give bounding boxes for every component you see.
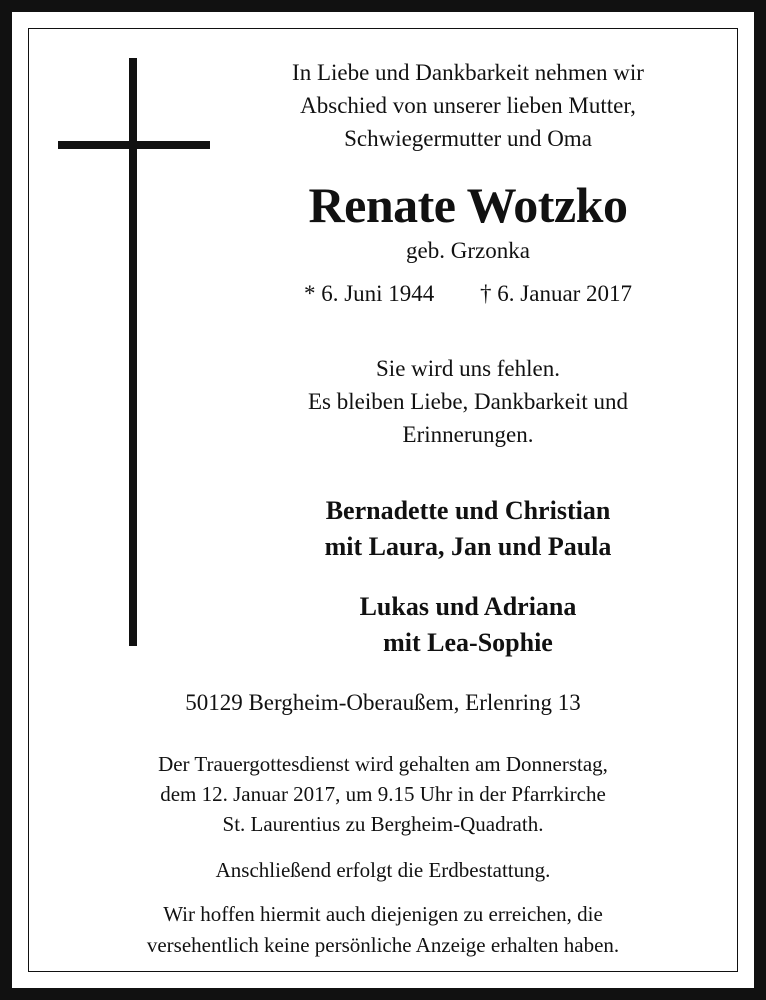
- family-line: mit Lea-Sophie: [383, 628, 553, 657]
- family-group-2: [240, 589, 696, 661]
- quote-line: Sie wird uns fehlen.: [376, 356, 560, 381]
- intro-line: Schwiegermutter und Oma: [344, 126, 592, 151]
- quote-line: Erinnerungen.: [402, 422, 534, 447]
- intro-line: In Liebe und Dankbarkeit nehmen wir: [292, 60, 644, 85]
- intro-text: [240, 56, 696, 155]
- intro-line: Abschied von unserer lieben Mutter,: [300, 93, 636, 118]
- service-info: [40, 749, 726, 839]
- memorial-quote: [240, 352, 696, 451]
- family-line: Lukas und Adriana: [359, 592, 577, 621]
- deceased-name: Renate Wotzko: [308, 177, 628, 233]
- quote-line: Es bleiben Liebe, Dankbarkeit und: [308, 389, 628, 414]
- service-line: dem 12. Januar 2017, um 9.15 Uhr in der Pfarrkirche: [160, 782, 606, 806]
- service-line: St. Laurentius zu Bergheim-Quadrath.: [222, 812, 544, 836]
- address: 50129 Bergheim-Oberaußem, Erlenring 13: [185, 690, 581, 715]
- death-date: † 6. Januar 2017: [480, 281, 633, 306]
- family-line: mit Laura, Jan und Paula: [324, 532, 612, 561]
- burial-info: Anschließend erfolgt die Erdbestattung.: [215, 858, 551, 882]
- family-line: Bernadette und Christian: [325, 496, 611, 525]
- notice-line: Wir hoffen hiermit auch diejenigen zu erreichen, die: [163, 902, 603, 926]
- closing-notice: [40, 899, 726, 961]
- life-dates: [240, 279, 696, 309]
- family-group-1: [240, 493, 696, 565]
- birth-date: * 6. Juni 1944: [303, 281, 435, 306]
- cross-icon-bar: [58, 141, 210, 149]
- notice-line: versehentlich keine persönliche Anzeige erhalten haben.: [146, 933, 620, 957]
- service-line: Der Trauergottesdienst wird gehalten am Donnerstag,: [158, 752, 608, 776]
- birth-name: geb. Grzonka: [406, 238, 530, 263]
